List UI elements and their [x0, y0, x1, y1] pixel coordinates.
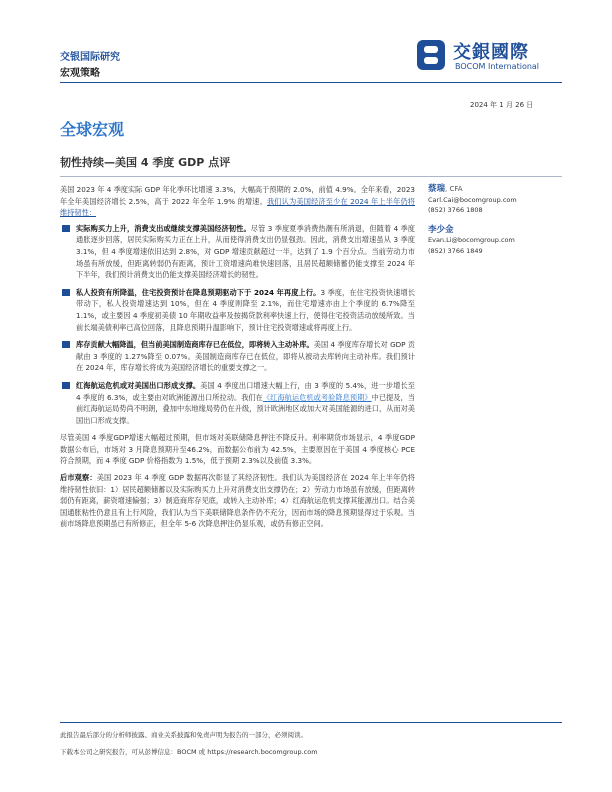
analyst-email[interactable]: Evan.Li@bocomgroup.com	[428, 236, 515, 244]
outlook-text: 美国 2023 年 4 季度 GDP 数据再次彰显了其经济韧性。我们认为美国经济在 2024 年上半年仍将维持韧性依旧：1）居民超额储蓄以及实际购买力上升对消费支出支撑仍在；2）劳动力市场虽有放缓，但距离转弱仍有距离，薪资增速偏强；3）制造商库存见底，或转入主动补库；4）红海航运危机支撑其能源出口。结合美国通胀粘性仍意且有上行风险，我们认为当下美联储降息条件仍不充分，因而市场的降息预期显得过于乐观。当前市场降息预期虽已有所修正，但全年 5-6 次降息押注仍显乐观，或仍有修正空间。	[60, 473, 415, 529]
related-report-link[interactable]: 《红海航运危机或考验降息预期》	[262, 392, 372, 402]
analyst-email[interactable]: Carl.Cai@bocomgroup.com	[428, 195, 517, 204]
bocom-logo-icon	[415, 38, 447, 72]
key-point-body: 美国 4 季度库存增长对 GDP 贡献由 3 季度的 1.27%降至 0.07%。美国制造商库存已在低位，即将从被动去库转向主动补库。我们预计在 2024 年，库存增长将成为美国经济增长的重要支撑之一。	[76, 340, 415, 373]
analyst-card	[428, 225, 563, 257]
bullet-square-icon	[62, 225, 70, 232]
intro-text: 美国 2023 年 4 季度实际 GDP 年化季环比增速 3.3%，大幅高于预期的 2.0%，前值 4.9%。全年来看，2023 年全年美国经济增长 2.5%，高于 2022 年全年 1.9% 的增速。	[60, 185, 415, 206]
analyst-phone: (852) 3766 1849	[428, 246, 483, 255]
analyst-credential: , CFA	[445, 185, 463, 193]
main-body	[60, 184, 415, 530]
header-rule	[60, 82, 562, 83]
logo-chinese-name: 交銀國際	[453, 42, 529, 63]
section-title: 全球宏观	[60, 120, 125, 139]
download-note: 下载本公司之研究报告，可从彭博信息：BOCM 或 https://research.bocomgroup.com	[60, 748, 318, 756]
bullet-square-icon	[62, 382, 70, 389]
company-logo	[415, 38, 565, 78]
key-point	[60, 287, 415, 333]
disclaimer-note: 此报告最后部分的分析师披露、商业关系披露和免责声明为报告的一部分，必须阅读。	[60, 731, 307, 739]
key-point-heading: 实际购买力上升，消费支出或继续支撑美国经济韧性。	[76, 223, 251, 233]
key-point-body: 美国 4 季度出口增速大幅上行，由 3 季度的 5.4%，进一步增长至 4 季度的 6.3%，或主要由对欧洲能源出口所拉动。我们在	[76, 380, 415, 402]
bullet-square-icon	[62, 341, 70, 348]
outlook-paragraph	[60, 472, 415, 530]
rate-expectations-paragraph: 尽管美国 4 季度GDP增速大幅超过预期，但市场对美联储降息押注不降反升。利率期货市场显示，4 季度GDP数据公布后，市场对 3 月降息预期升至46.2%，而数据公布前为 42.5%，主要原因在于美国 4 季度核心 PCE 符合预期，而 4 季度 GDP 价格指数为 1.5%，低于预期 2.3%以及前值 3.3%。	[60, 433, 415, 466]
intro-paragraph	[60, 184, 415, 219]
key-point-body-tail: 中已提及，当前红海航运局势尚不明朗，叠加中东地缘局势仍在升级，预计欧洲地区或加大对美国能源的进口，从而对美国出口形成支撑。	[76, 392, 415, 425]
key-point	[60, 223, 415, 281]
key-point-body: 3 季度，在住宅投资快速增长带动下，私人投资增速达到 10%，但在 4 季度则降至 2.1%，而住宅增速亦由上个季度的 6.7%降至 1.1%，或主要因 4 季度初美债 10 年期收益率及按揭贷款利率快速上行，使得住宅投资活动放缓所致。当前长端美债利率已高位回落，且降息预期升温影响下，预计住宅投资增速或将再度上行。	[76, 287, 416, 332]
analyst-name: 蔡瑞	[428, 184, 446, 194]
footer-rule	[60, 722, 562, 723]
key-point-heading: 红海航运危机或对美国出口形成支撑。	[76, 380, 201, 390]
key-point-body: 尽管 3 季度夏季消费热潮有所消退，但随着 4 季度通胀逐步回落，居民实际购买力正在上升，从而使得消费支出仍显强劲。因此，消费支出增速虽从 3 季度 3.1%，但 4 季度增速依旧达到 2.8%，对 GDP 增速贡献超过一半，达到了 1.9 个百分点。当前劳动力市场虽有所放缓，但距离转弱仍有距离，预计工资增速尚难快速回落，且居民超额储蓄仍能支撑至 2024 年下半年，我们预计消费支出仍能支撑美国经济增长的韧性。	[76, 223, 415, 280]
logo-english-name: BOCOM International	[455, 62, 540, 71]
analyst-name: 李少金	[428, 224, 454, 235]
key-point-heading: 库存贡献大幅降温，但当前美国制造商库存已在低位，即将转入主动补库。	[76, 340, 314, 350]
header-subtitle: 宏观策略	[60, 68, 100, 79]
title-rule	[60, 176, 562, 177]
analyst-card	[428, 184, 563, 216]
key-point	[60, 380, 415, 426]
intro-thesis: 我们认为美国经济至少在 2024 年上半年仍将维持韧性：	[60, 196, 415, 218]
header-department: 交银国际研究	[60, 52, 120, 63]
key-points	[60, 223, 415, 427]
key-point	[60, 339, 415, 374]
bullet-square-icon	[62, 289, 70, 296]
report-date: 2024 年 1 月 26 日	[470, 101, 534, 109]
analyst-sidebar	[428, 184, 563, 256]
analyst-phone: (852) 3766 1808	[428, 206, 483, 214]
report-title: 韧性持续—美国 4 季度 GDP 点评	[60, 156, 231, 169]
key-point-heading: 私人投资有所降温，住宅投资预计在降息预期驱动下于 2024 年再度上行。	[76, 287, 321, 297]
outlook-heading: 后市观察：	[60, 473, 97, 483]
